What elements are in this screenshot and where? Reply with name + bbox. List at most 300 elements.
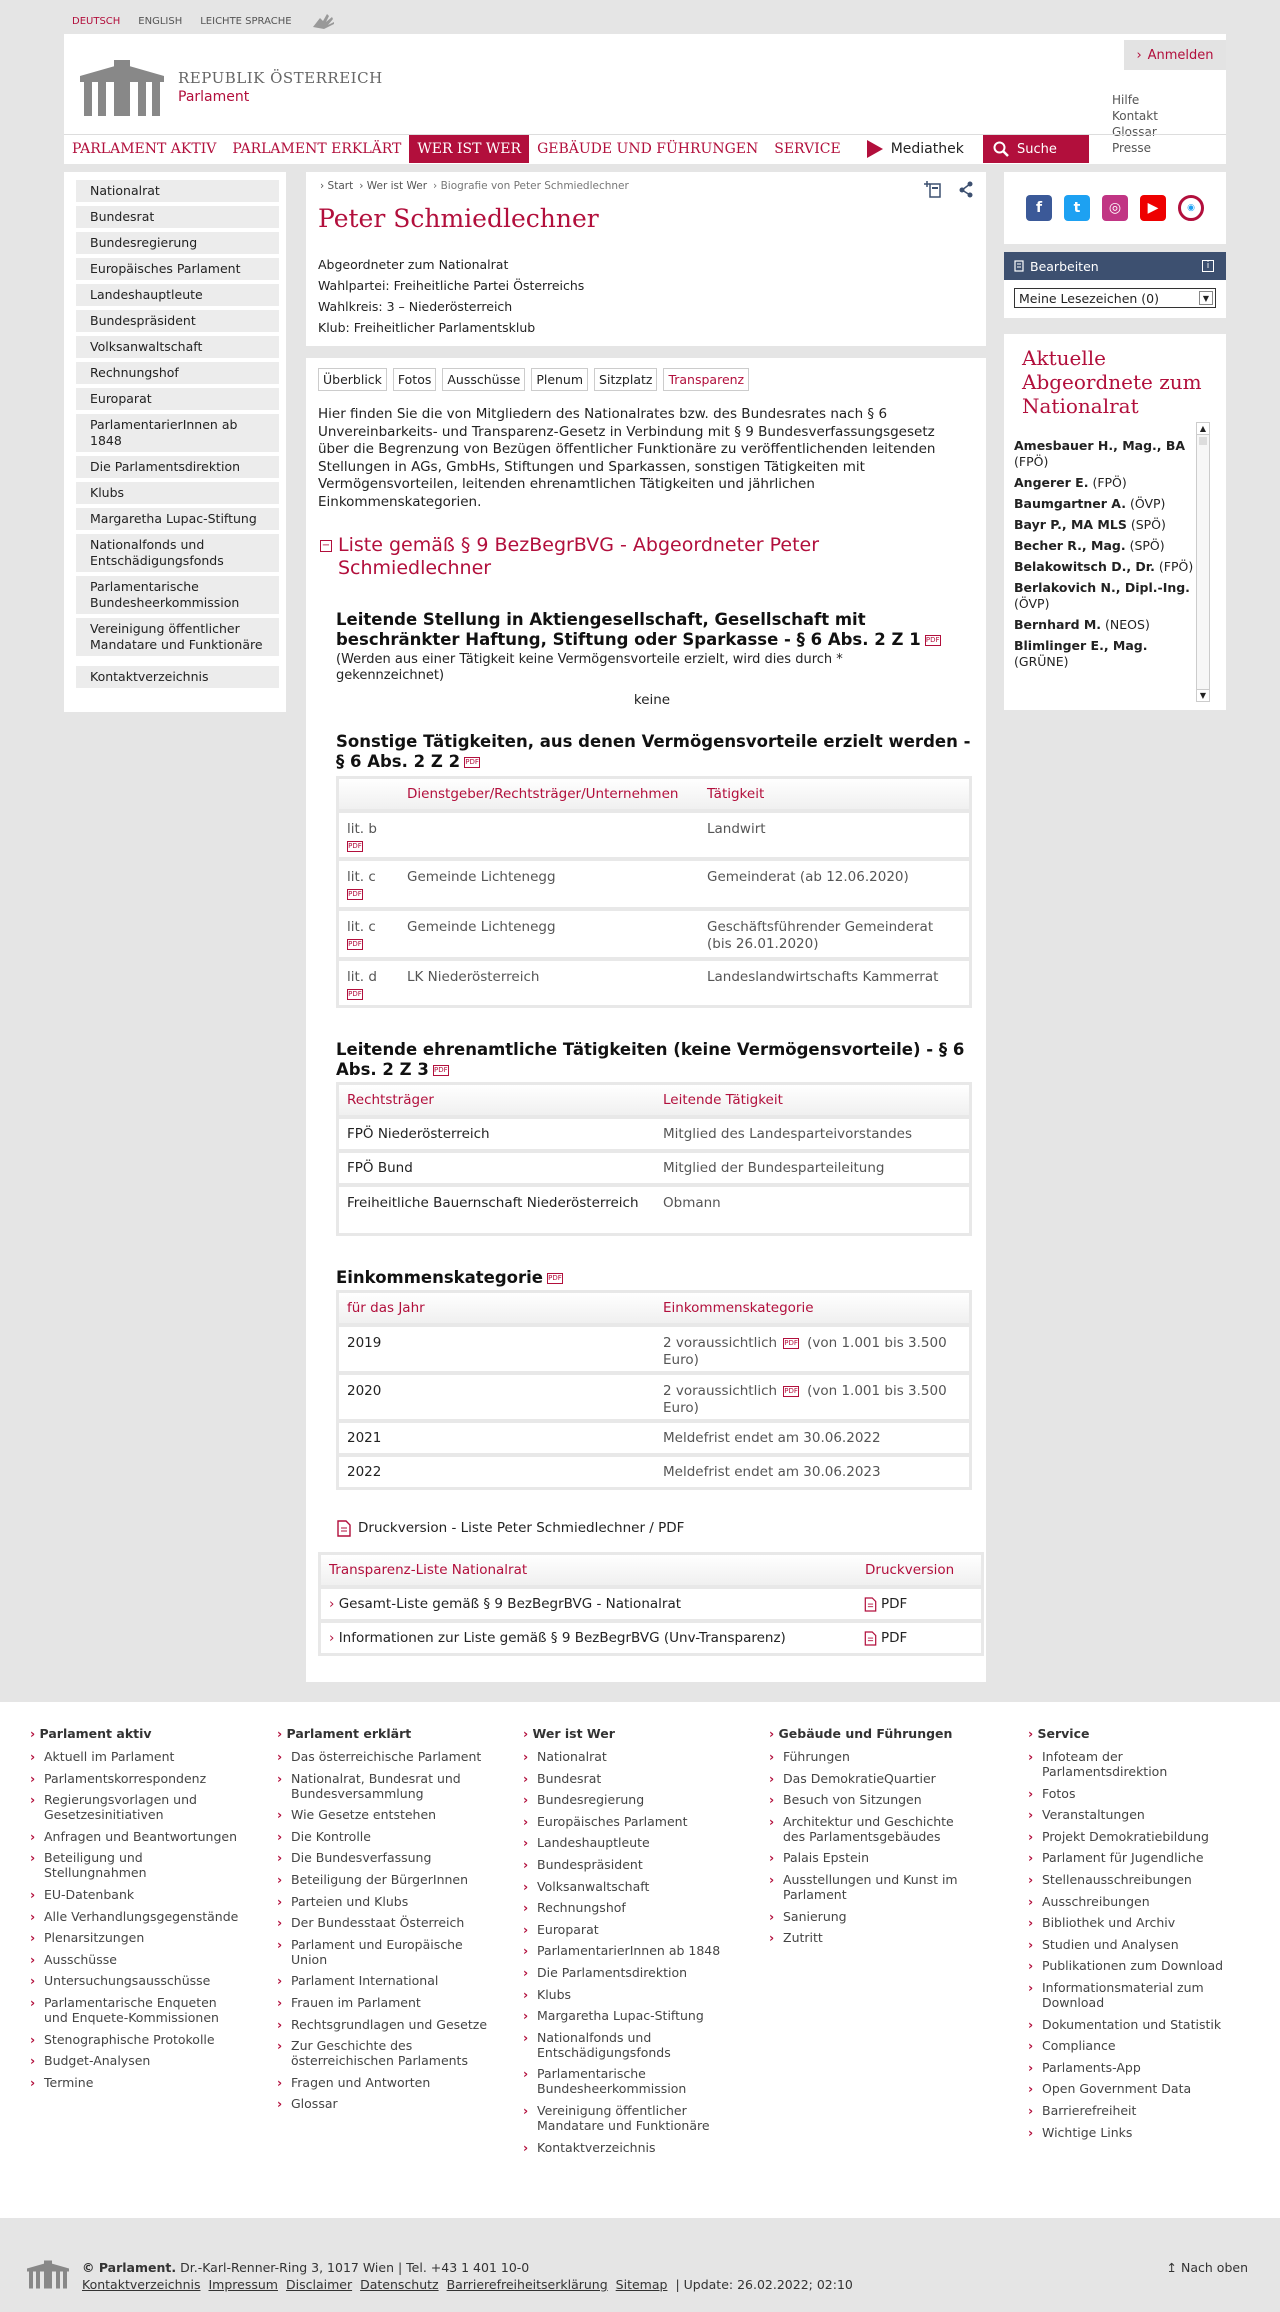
tab-ausschuesse[interactable]: Ausschüsse: [442, 368, 525, 391]
biography-header: [306, 172, 986, 346]
column-header: für das Jahr: [347, 1300, 425, 1316]
sidebar-item-lupac-stiftung[interactable]: Margaretha Lupac-Stiftung: [76, 508, 279, 530]
member-party: (FPÖ): [1158, 559, 1194, 574]
footer-link[interactable]: › Budget-Analysen: [30, 2053, 240, 2068]
tab-fotos[interactable]: Fotos: [393, 368, 436, 391]
sidebar-item-klubs[interactable]: Klubs: [76, 482, 279, 504]
footer-link[interactable]: › Parlament für Jugendliche: [1028, 1850, 1238, 1865]
tab-ueberblick[interactable]: Überblick: [318, 368, 387, 391]
back-to-top-link[interactable]: [1167, 2260, 1248, 2275]
sidebar-item-nationalfonds[interactable]: Nationalfonds und Entschädigungsfonds: [76, 534, 279, 572]
category-cell: [655, 1335, 955, 1368]
footer-link[interactable]: › Palais Epstein: [769, 1850, 979, 1865]
sidebar-item-parlamentarierinnen[interactable]: ParlamentarierInnen ab 1848: [76, 414, 279, 452]
footer-link[interactable]: › Wichtige Links: [1028, 2125, 1238, 2140]
member-party: (FPÖ): [1014, 454, 1049, 469]
table-row: [339, 1183, 969, 1233]
sidebar-navigation: [64, 172, 286, 712]
footer-link[interactable]: › Sanierung: [769, 1909, 979, 1924]
footer-link[interactable]: › Europäisches Parlament: [523, 1814, 733, 1829]
lit-cell: [339, 969, 399, 997]
nav-gebaeude-fuehrungen[interactable]: GEBÄUDE UND FÜHRUNGEN: [537, 140, 759, 157]
activity-cell: Obmann: [663, 1195, 721, 1211]
list-item[interactable]: [1014, 517, 1204, 533]
members-scrollbar[interactable]: [1196, 422, 1210, 702]
footer-column-parlament-erklaert: [277, 1726, 487, 2118]
lang-leichte-sprache[interactable]: LEICHTE SPRACHE: [200, 15, 292, 27]
table-sonstige-taetigkeiten: [336, 776, 972, 1008]
org-cell: [399, 821, 699, 849]
logo-title: REPUBLIK ÖSTERREICH: [178, 69, 383, 87]
footer-link[interactable]: › Termine: [30, 2075, 240, 2090]
nav-parlament-aktiv[interactable]: PARLAMENT AKTIV: [72, 140, 217, 157]
biography-info: [318, 254, 584, 338]
section-einkommenskategorie: [336, 1268, 976, 1288]
info-doc-icon[interactable]: PDF: [348, 889, 362, 898]
list-item[interactable]: [1014, 617, 1204, 633]
language-bar: [72, 12, 338, 30]
footer-link[interactable]: › ParlamentarierInnen ab 1848: [523, 1943, 733, 1958]
main-navigation: [64, 134, 1226, 162]
activity-cell: Mitglied der Bundesparteileitung: [663, 1160, 885, 1176]
site-header: [64, 34, 1226, 164]
section-title: Leitende ehrenamtliche Tätigkeiten (keine Vermögensvorteile) - § 6 Abs. 2 Z 3: [336, 1040, 965, 1079]
footer-link[interactable]: › Bundesrat: [523, 1771, 733, 1786]
sidebar-item-vereinigung[interactable]: Vereinigung öffentlicher Mandatare und Funktionäre: [76, 618, 279, 656]
footer-link[interactable]: › EU-Datenbank: [30, 1887, 240, 1902]
footer-link[interactable]: › Fotos: [1028, 1786, 1238, 1801]
profile-tabs: [318, 368, 749, 391]
footer-link[interactable]: › Zur Geschichte des österreichischen Parlaments: [277, 2038, 487, 2068]
info-doc-icon[interactable]: PDF: [925, 636, 940, 644]
bio-party: Wahlpartei: Freiheitliche Partei Österreichs: [318, 278, 585, 293]
org-cell: FPÖ Bund: [347, 1160, 413, 1176]
category-range: (von 1.001 bis 3.500 Euro): [663, 1383, 947, 1416]
tab-transparenz[interactable]: Transparenz: [663, 368, 749, 391]
sidebar-item-bundesrat[interactable]: Bundesrat: [76, 206, 279, 228]
lit-label: lit. d: [347, 969, 377, 985]
footer-org: © Parlament.: [82, 2260, 177, 2275]
table-row: [339, 1371, 969, 1419]
year-cell: 2020: [347, 1383, 382, 1399]
parliament-building-icon: [78, 56, 166, 118]
back-to-top-label: Nach oben: [1181, 2260, 1248, 2275]
column-header: Dienstgeber/Rechtsträger/Unternehmen: [407, 786, 679, 802]
table-row: [339, 1453, 969, 1487]
members-list: [1014, 438, 1204, 669]
lang-deutsch[interactable]: DEUTSCH: [72, 15, 121, 27]
footer-link[interactable]: › Zutritt: [769, 1930, 979, 1945]
table-row: [339, 857, 969, 907]
list-item[interactable]: [1014, 638, 1204, 669]
footer-link[interactable]: › Architektur und Geschichte des Parlamentsgebäudes: [769, 1814, 979, 1844]
lit-label: lit. c: [347, 869, 376, 885]
scroll-up-icon[interactable]: ▲: [1197, 423, 1209, 435]
bottom-bar: [0, 2236, 1280, 2312]
footer-link-sitemap[interactable]: Sitemap: [615, 2277, 668, 2292]
footer-link[interactable]: › Ausschreibungen: [1028, 1894, 1238, 1909]
info-doc-icon[interactable]: PDF: [348, 841, 362, 850]
edit-panel-header: [1004, 252, 1226, 280]
bookmarks-select-value: Meine Lesezeichen (0): [1019, 290, 1159, 306]
footer-link[interactable]: › Alle Verhandlungsgegenstände: [30, 1909, 240, 1924]
chevron-right-icon: ›: [1136, 47, 1142, 63]
footer-link[interactable]: › Ausstellungen und Kunst im Parlament: [769, 1872, 979, 1902]
lang-english[interactable]: ENGLISH: [138, 15, 183, 27]
mediathek-label: Mediathek: [890, 140, 964, 157]
member-name: Baumgartner A.: [1014, 496, 1126, 511]
footer-link[interactable]: › Beteiligung und Stellungnahmen: [30, 1850, 240, 1880]
breadcrumb-wer-ist-wer-label: Wer ist Wer: [366, 180, 428, 192]
footer-link[interactable]: › Bibliothek und Archiv: [1028, 1915, 1238, 1930]
link-label: Gesamt-Liste gemäß § 9 BezBegrBVG - Nationalrat: [338, 1596, 682, 1612]
footer-link[interactable]: › Margaretha Lupac-Stiftung: [523, 2008, 733, 2023]
footer-column-title[interactable]: › Parlament erklärt: [277, 1726, 487, 1741]
pdf-file-icon: [338, 1521, 350, 1536]
table-header: [339, 1293, 969, 1323]
footer-link[interactable]: › Dokumentation und Statistik: [1028, 2017, 1238, 2032]
column-header: Transparenz-Liste Nationalrat: [329, 1562, 528, 1578]
sidebar-item-kontaktverzeichnis[interactable]: Kontaktverzeichnis: [76, 666, 279, 688]
column-header: Tätigkeit: [707, 786, 765, 802]
lit-cell: [339, 869, 399, 899]
footer-link[interactable]: › Aktuell im Parlament: [30, 1749, 240, 1764]
table-header: [321, 1555, 981, 1585]
table-row: [339, 1115, 969, 1149]
footer-link[interactable]: › Informationsmaterial zum Download: [1028, 1980, 1238, 2010]
section-title: Leitende Stellung in Aktiengesellschaft, Gesellschaft mit beschränkter Haftung, Stiftung oder Sparkasse - § 6 Abs. 2 Z 1: [336, 610, 921, 649]
footer-link[interactable]: › Klubs: [523, 1987, 733, 2002]
list-item[interactable]: [1014, 538, 1204, 554]
table-header: [339, 1085, 969, 1115]
nav-wer-ist-wer[interactable]: WER IST WER: [409, 135, 529, 163]
info-doc-icon[interactable]: PDF: [548, 1274, 562, 1282]
footer-links: [82, 2277, 853, 2292]
sidebar-item-nationalrat[interactable]: Nationalrat: [76, 180, 279, 202]
sidebar-item-bundespraesident[interactable]: Bundespräsident: [76, 310, 279, 332]
lit-label: lit. b: [347, 821, 377, 837]
footer-link[interactable]: › Regierungsvorlagen und Gesetzesinitiativen: [30, 1792, 240, 1822]
footer-link-impressum[interactable]: Impressum: [208, 2277, 278, 2292]
info-doc-icon[interactable]: PDF: [434, 1066, 448, 1074]
footer-link[interactable]: › Das DemokratieQuartier: [769, 1771, 979, 1786]
social-links: [1004, 172, 1226, 244]
list-heading-text: Liste gemäß § 9 BezBegrBVG - Abgeordneter Peter Schmiedlechner: [338, 534, 820, 579]
category-range: (von 1.001 bis 3.500 Euro): [663, 1335, 947, 1368]
footer-link[interactable]: › Nationalrat, Bundesrat und Bundesversammlung: [277, 1771, 487, 1801]
footer-link[interactable]: › Wie Gesetze entstehen: [277, 1807, 487, 1822]
search-button[interactable]: [983, 135, 1089, 163]
list-item[interactable]: [1014, 559, 1204, 575]
footer-link[interactable]: › Parteien und Klubs: [277, 1894, 487, 1909]
info-doc-icon[interactable]: PDF: [784, 1338, 798, 1347]
column-header: Einkommenskategorie: [663, 1300, 814, 1316]
table-row: [339, 1323, 969, 1371]
footer-link[interactable]: › Die Bundesverfassung: [277, 1850, 487, 1865]
footer-link[interactable]: › Die Kontrolle: [277, 1829, 487, 1844]
footer-update: | Update: 26.02.2022; 02:10: [675, 2277, 853, 2292]
footer-link[interactable]: › Besuch von Sitzungen: [769, 1792, 979, 1807]
table-einkommenskategorie: [336, 1290, 972, 1490]
activity-cell: Landwirt: [707, 821, 766, 837]
footer-link[interactable]: › Die Parlamentsdirektion: [523, 1965, 733, 1980]
utility-link-glossar[interactable]: Glossar: [1112, 125, 1157, 139]
footer-link[interactable]: › Frauen im Parlament: [277, 1995, 487, 2010]
table-ehrenamtliche-taetigkeiten: [336, 1082, 972, 1236]
footer-link[interactable]: › Ausschüsse: [30, 1952, 240, 1967]
play-icon: [867, 140, 883, 158]
section-title: Sonstige Tätigkeiten, aus denen Vermögensvorteile erzielt werden - § 6 Abs. 2 Z 2: [336, 732, 971, 771]
footer-column-title[interactable]: › Wer ist Wer: [523, 1726, 733, 1741]
member-name: Blimlinger E., Mag.: [1014, 638, 1148, 653]
footer-column-gebaeude: [769, 1726, 979, 1952]
info-doc-icon[interactable]: PDF: [465, 758, 479, 766]
current-members-panel: [1004, 334, 1226, 710]
section-leitende-stellung: [336, 610, 976, 708]
footer-link[interactable]: › Projekt Demokratiebildung: [1028, 1829, 1238, 1844]
edit-panel: [1004, 252, 1226, 318]
lit-cell: [339, 919, 399, 949]
footer-link[interactable]: › Parlaments-App: [1028, 2060, 1238, 2075]
list-item[interactable]: [1014, 438, 1204, 470]
activity-cell: Gemeinderat (ab 12.06.2020): [707, 869, 909, 885]
info-doc-icon[interactable]: PDF: [784, 1386, 798, 1395]
nav-service[interactable]: SERVICE: [774, 140, 841, 157]
footer-column-title[interactable]: › Service: [1028, 1726, 1238, 1741]
share-icon[interactable]: [958, 180, 974, 198]
table-row: [339, 809, 969, 857]
parliament-logo[interactable]: [78, 56, 383, 118]
footer-column-service: [1028, 1726, 1238, 2146]
bio-district: Wahlkreis: 3 – Niederösterreich: [318, 299, 513, 314]
footer-column-title[interactable]: › Gebäude und Führungen: [769, 1726, 979, 1741]
footer-link[interactable]: › Open Government Data: [1028, 2081, 1238, 2096]
search-icon: [993, 141, 1009, 157]
sidebar-item-landeshauptleute[interactable]: Landeshauptleute: [76, 284, 279, 306]
year-cell: 2022: [347, 1464, 382, 1480]
table-header: [339, 779, 969, 809]
member-party: (SPÖ): [1130, 517, 1166, 532]
section-note: (Werden aus einer Tätigkeit keine Vermögensvorteile erzielt, wird dies durch * gekennzeichnet): [336, 652, 843, 683]
sidebar-item-bundesheerkommission[interactable]: Parlamentarische Bundesheerkommission: [76, 576, 279, 614]
pdf-download-link[interactable]: [857, 1596, 907, 1612]
tab-sitzplatz[interactable]: Sitzplatz: [594, 368, 657, 391]
table-transparenz-liste: [318, 1552, 984, 1656]
breadcrumb: [320, 180, 629, 192]
member-name: Bayr P., MA MLS: [1014, 517, 1127, 532]
list-item[interactable]: [1014, 475, 1204, 491]
utility-link-kontakt[interactable]: Kontakt: [1112, 109, 1158, 123]
footer-link[interactable]: › Beteiligung der BürgerInnen: [277, 1872, 487, 1887]
footer-link[interactable]: › Fragen und Antworten: [277, 2075, 487, 2090]
bookmark-icon: [1014, 260, 1024, 272]
sidebar-item-rechnungshof[interactable]: Rechnungshof: [76, 362, 279, 384]
table-row: [339, 907, 969, 957]
footer-link[interactable]: › Publikationen zum Download: [1028, 1958, 1238, 1973]
sidebar-item-europarat[interactable]: Europarat: [76, 388, 279, 410]
logo-subtitle: Parlament: [178, 89, 250, 105]
sidebar-item-volksanwaltschaft[interactable]: Volksanwaltschaft: [76, 336, 279, 358]
footer-link[interactable]: › Glossar: [277, 2096, 487, 2111]
column-header: Druckversion: [865, 1562, 955, 1578]
login-button[interactable]: [1124, 40, 1226, 70]
pdf-file-icon: [865, 1598, 876, 1611]
instagram-icon[interactable]: ◎: [1102, 195, 1128, 221]
breadcrumb-current-label: Biografie von Peter Schmiedlechner: [440, 180, 629, 192]
chevron-down-icon: ▼: [1199, 291, 1213, 305]
login-label: Anmelden: [1147, 47, 1214, 63]
footer-link[interactable]: › Der Bundesstaat Österreich: [277, 1915, 487, 1930]
scrollbar-thumb[interactable]: [1199, 437, 1207, 445]
activity-cell: Geschäftsführender Gemeinderat (bis 26.01.2020): [707, 919, 934, 952]
print-version-link[interactable]: [338, 1520, 684, 1536]
footer-link[interactable]: › Bundespräsident: [523, 1857, 733, 1872]
breadcrumb-wer-ist-wer[interactable]: › Wer ist Wer: [359, 180, 428, 192]
twitter-icon[interactable]: t: [1064, 195, 1090, 221]
table-row: [339, 1419, 969, 1453]
sidebar-item-bundesregierung[interactable]: Bundesregierung: [76, 232, 279, 254]
footer-link[interactable]: › Parlament und Europäische Union: [277, 1937, 487, 1967]
year-cell: 2019: [347, 1335, 382, 1351]
org-cell: Gemeinde Lichtenegg: [407, 919, 556, 935]
activity-cell: Mitglied des Landesparteivorstandes: [663, 1126, 912, 1142]
footer-link[interactable]: › Vereinigung öffentlicher Mandatare und Funktionäre: [523, 2103, 733, 2133]
list-heading[interactable]: [320, 534, 840, 580]
list-item[interactable]: [1014, 496, 1204, 512]
pdf-file-icon: [865, 1632, 876, 1645]
link-label: Informationen zur Liste gemäß § 9 BezBegrBVG (Unv-Transparenz): [338, 1630, 786, 1646]
collapse-icon: −: [321, 540, 331, 551]
bookmark-add-icon[interactable]: [924, 180, 944, 198]
pdf-download-link[interactable]: [857, 1630, 907, 1646]
chevron-right-icon: ›: [329, 1630, 339, 1646]
footer-link[interactable]: › Europarat: [523, 1922, 733, 1937]
footer-link[interactable]: › Parlamentarische Bundesheerkommission: [523, 2066, 733, 2096]
footer-link[interactable]: › Rechnungshof: [523, 1900, 733, 1915]
org-cell: Freiheitliche Bauernschaft Niederösterreich: [347, 1195, 639, 1211]
footer-link[interactable]: › Nationalfonds und Entschädigungsfonds: [523, 2030, 733, 2060]
edit-panel-title: Bearbeiten: [1030, 258, 1099, 274]
footer-link-barrierefreiheit[interactable]: Barrierefreiheitserklärung: [446, 2277, 608, 2292]
footer-link[interactable]: › Parlamentskorrespondenz: [30, 1771, 240, 1786]
member-name: Belakowitsch D., Dr.: [1014, 559, 1155, 574]
pdf-label: PDF: [881, 1629, 908, 1646]
table-row: [321, 1619, 981, 1653]
main-content: [306, 358, 986, 1682]
category-value: 2 voraussichtlich: [663, 1335, 778, 1351]
footer-link-kontaktverzeichnis[interactable]: Kontaktverzeichnis: [82, 2277, 201, 2292]
member-party: (FPÖ): [1092, 475, 1127, 490]
footer-link-datenschutz[interactable]: Datenschutz: [360, 2277, 439, 2292]
footer-link[interactable]: › Das österreichische Parlament: [277, 1749, 487, 1764]
utility-link-presse[interactable]: Presse: [1112, 141, 1151, 155]
info-doc-icon[interactable]: PDF: [348, 939, 362, 948]
section-ehrenamtliche-taetigkeiten: [336, 1040, 976, 1080]
app-icon[interactable]: ◉: [1178, 195, 1204, 221]
section-sonstige-taetigkeiten: [336, 732, 976, 772]
breadcrumb-start[interactable]: › Start: [320, 180, 354, 192]
footer-address: [82, 2260, 529, 2275]
pdf-label: PDF: [881, 1595, 908, 1612]
info-doc-icon[interactable]: PDF: [348, 989, 362, 998]
member-name: Amesbauer H., Mag., BA: [1014, 438, 1186, 453]
tab-plenum[interactable]: Plenum: [531, 368, 588, 391]
footer-link[interactable]: › Führungen: [769, 1749, 979, 1764]
parliament-building-icon: [26, 2258, 70, 2290]
nav-mediathek[interactable]: [849, 140, 964, 158]
table-row: [321, 1585, 981, 1619]
link-gesamt-liste[interactable]: [321, 1596, 857, 1612]
footer-link[interactable]: › Bundesregierung: [523, 1792, 733, 1807]
sidebar-item-parlamentsdirektion[interactable]: Die Parlamentsdirektion: [76, 456, 279, 478]
table-row: [339, 1149, 969, 1183]
scroll-down-icon[interactable]: ▼: [1197, 689, 1209, 701]
column-header: Leitende Tätigkeit: [663, 1092, 783, 1108]
footer-address-text: Dr.-Karl-Renner-Ring 3, 1017 Wien | Tel. +43 1 401 10-0: [176, 2260, 530, 2275]
org-cell: LK Niederösterreich: [407, 969, 540, 985]
panel-title: Aktuelle Abgeordnete zum Nationalrat: [1022, 346, 1202, 418]
footer-link[interactable]: › Infoteam der Parlamentsdirektion: [1028, 1749, 1238, 1779]
info-icon[interactable]: i: [1202, 260, 1214, 272]
utility-link-hilfe[interactable]: Hilfe: [1112, 93, 1140, 107]
footer-link[interactable]: › Landeshauptleute: [523, 1835, 733, 1850]
member-party: (ÖVP): [1014, 596, 1050, 611]
year-cell: 2021: [347, 1430, 382, 1446]
footer-link[interactable]: › Veranstaltungen: [1028, 1807, 1238, 1822]
footer-link[interactable]: › Compliance: [1028, 2038, 1238, 2053]
nav-parlament-erklaert[interactable]: PARLAMENT ERKLÄRT: [232, 140, 402, 157]
footer-column-title[interactable]: › Parlament aktiv: [30, 1726, 240, 1741]
footer-link[interactable]: › Barrierefreiheit: [1028, 2103, 1238, 2118]
section-value: keine: [633, 692, 671, 708]
footer-link[interactable]: › Untersuchungsausschüsse: [30, 1973, 240, 1988]
footer-column-parlament-aktiv: [30, 1726, 240, 2096]
intro-text: Hier finden Sie die von Mitgliedern des Nationalrates bzw. des Bundesrates nach § 6 Unvereinbarkeits- und Transparenz-Gesetz in Verbindung mit § 9 Bundesverfassungsgesetz über die Begrenzung von Bezügen öffentlicher Funktionäre zu veröffentlichenden leitenden Stellungen in AGs, GmbHs, Stiftungen und Sparkassen, sonstigen Tätigkeiten mit Vermögensvorteilen, leitenden ehrenamtlichen Tätigkeiten und jährlichen Einkommenskategorien.: [318, 406, 936, 510]
table-row: [339, 957, 969, 1005]
facebook-icon[interactable]: f: [1026, 195, 1052, 221]
org-cell: Gemeinde Lichtenegg: [407, 869, 556, 885]
sign-language-icon[interactable]: [310, 12, 338, 30]
footer-link[interactable]: › Studien und Analysen: [1028, 1937, 1238, 1952]
footer-link[interactable]: › Volksanwaltschaft: [523, 1879, 733, 1894]
footer-link[interactable]: › Stellenausschreibungen: [1028, 1872, 1238, 1887]
link-informationen-liste[interactable]: [321, 1630, 857, 1646]
footer-column-wer-ist-wer: [523, 1726, 733, 2161]
footer-link[interactable]: › Stenographische Protokolle: [30, 2032, 240, 2047]
footer-link[interactable]: › Parlament International: [277, 1973, 487, 1988]
footer-link[interactable]: › Rechtsgrundlagen und Gesetze: [277, 2017, 487, 2032]
footer-link[interactable]: › Parlamentarische Enqueten und Enquete-Kommissionen: [30, 1995, 240, 2025]
activity-cell: Landeslandwirtschafts Kammerrat: [707, 969, 939, 985]
category-cell: [655, 1383, 955, 1416]
org-cell: FPÖ Niederösterreich: [347, 1126, 490, 1142]
member-name: Angerer E.: [1014, 475, 1089, 490]
youtube-icon[interactable]: ▶: [1140, 195, 1166, 221]
footer-link-disclaimer[interactable]: Disclaimer: [285, 2277, 353, 2292]
member-party: (NEOS): [1105, 617, 1150, 632]
arrow-up-icon: ↥: [1166, 2260, 1178, 2275]
sidebar-item-europaeisches-parlament[interactable]: Europäisches Parlament: [76, 258, 279, 280]
footer-link[interactable]: › Nationalrat: [523, 1749, 733, 1764]
footer-link[interactable]: › Plenarsitzungen: [30, 1930, 240, 1945]
print-version-label: Druckversion - Liste Peter Schmiedlechner / PDF: [358, 1520, 685, 1536]
footer-link[interactable]: › Anfragen und Beantwortungen: [30, 1829, 240, 1844]
page-tools: [924, 180, 974, 198]
bookmarks-select[interactable]: [1014, 288, 1216, 308]
footer-link[interactable]: › Kontaktverzeichnis: [523, 2140, 733, 2155]
list-item[interactable]: [1014, 580, 1204, 612]
member-name: Berlakovich N., Dipl.-Ing.: [1014, 580, 1190, 595]
